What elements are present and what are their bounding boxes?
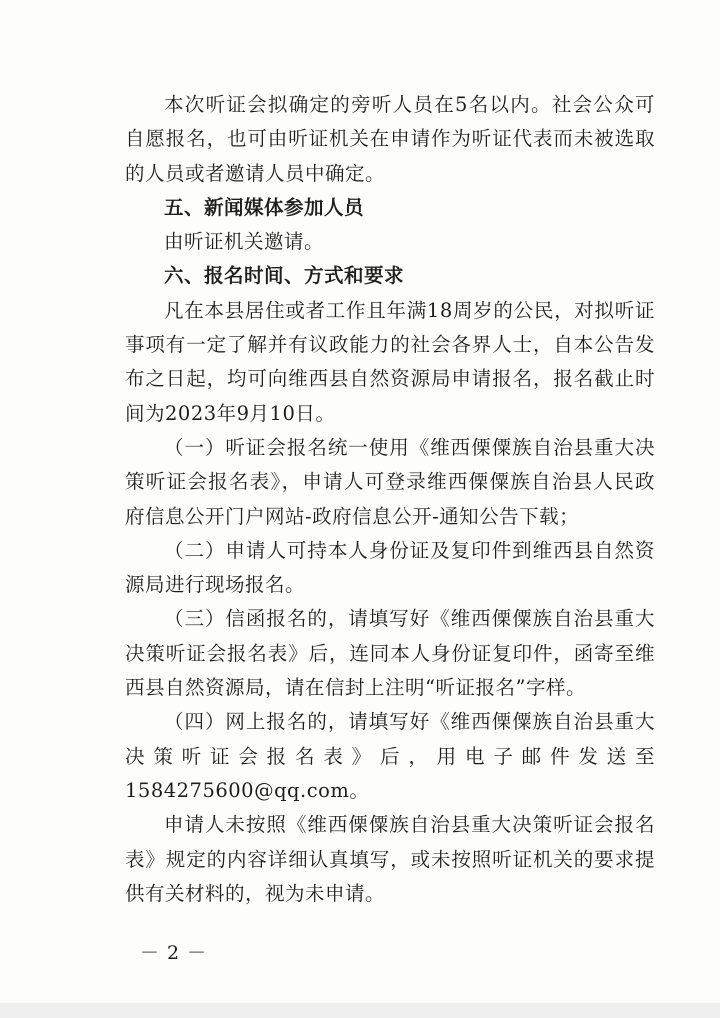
document-body [125,88,655,911]
paragraph-media-invitation: 由听证机关邀请。 [164,230,325,254]
paragraph-eligibility: 凡在本县居住或者工作且年满18周岁的公民，对拟听证事项有一定了解并有议政能力的社会各界人士，自本公告发布之日起，均可向维西县自然资源局申请报名，报名截止时间为2023年9月10日。 [125,298,655,425]
scan-bottom-edge [0,1003,720,1018]
paragraph-item-3-mail: （三）信函报名的，请填写好《维西傈僳族自治县重大决策听证会报名表》后，连同本人身份证复印件，函寄至维西县自然资源局，请在信封上注明“听证报名”字样。 [125,607,655,700]
paragraph-item-2-onsite: （二）申请人可持本人身份证及复印件到维西县自然资源局进行现场报名。 [125,538,655,597]
section-heading-media: 五、新闻媒体参加人员 [164,195,365,219]
page-number: － 2 － [140,942,208,964]
paragraph-item-4-online: （四）网上报名的，请填写好《维西傈僳族自治县重大决策听证会报名表》后，用电子邮件发送至1584275600@qq.com。 [125,710,655,802]
paragraph-item-1-form: （一）听证会报名统一使用《维西傈僳族自治县重大决策听证会报名表》，申请人可登录维西傈僳族自治县人民政府信息公开门户网站-政府信息公开-通知公告下载； [125,435,655,528]
paragraph-invalid-application: 申请人未按照《维西傈僳族自治县重大决策听证会报名表》规定的内容详细认真填写，或未按照听证机关的要求提供有关材料的，视为未申请。 [125,813,655,905]
section-heading-registration: 六、报名时间、方式和要求 [164,264,405,288]
paragraph-observers: 本次听证会拟确定的旁听人员在5名以内。社会公众可自愿报名，也可由听证机关在申请作为听证代表而未被选取的人员或者邀请人员中确定。 [125,93,655,185]
